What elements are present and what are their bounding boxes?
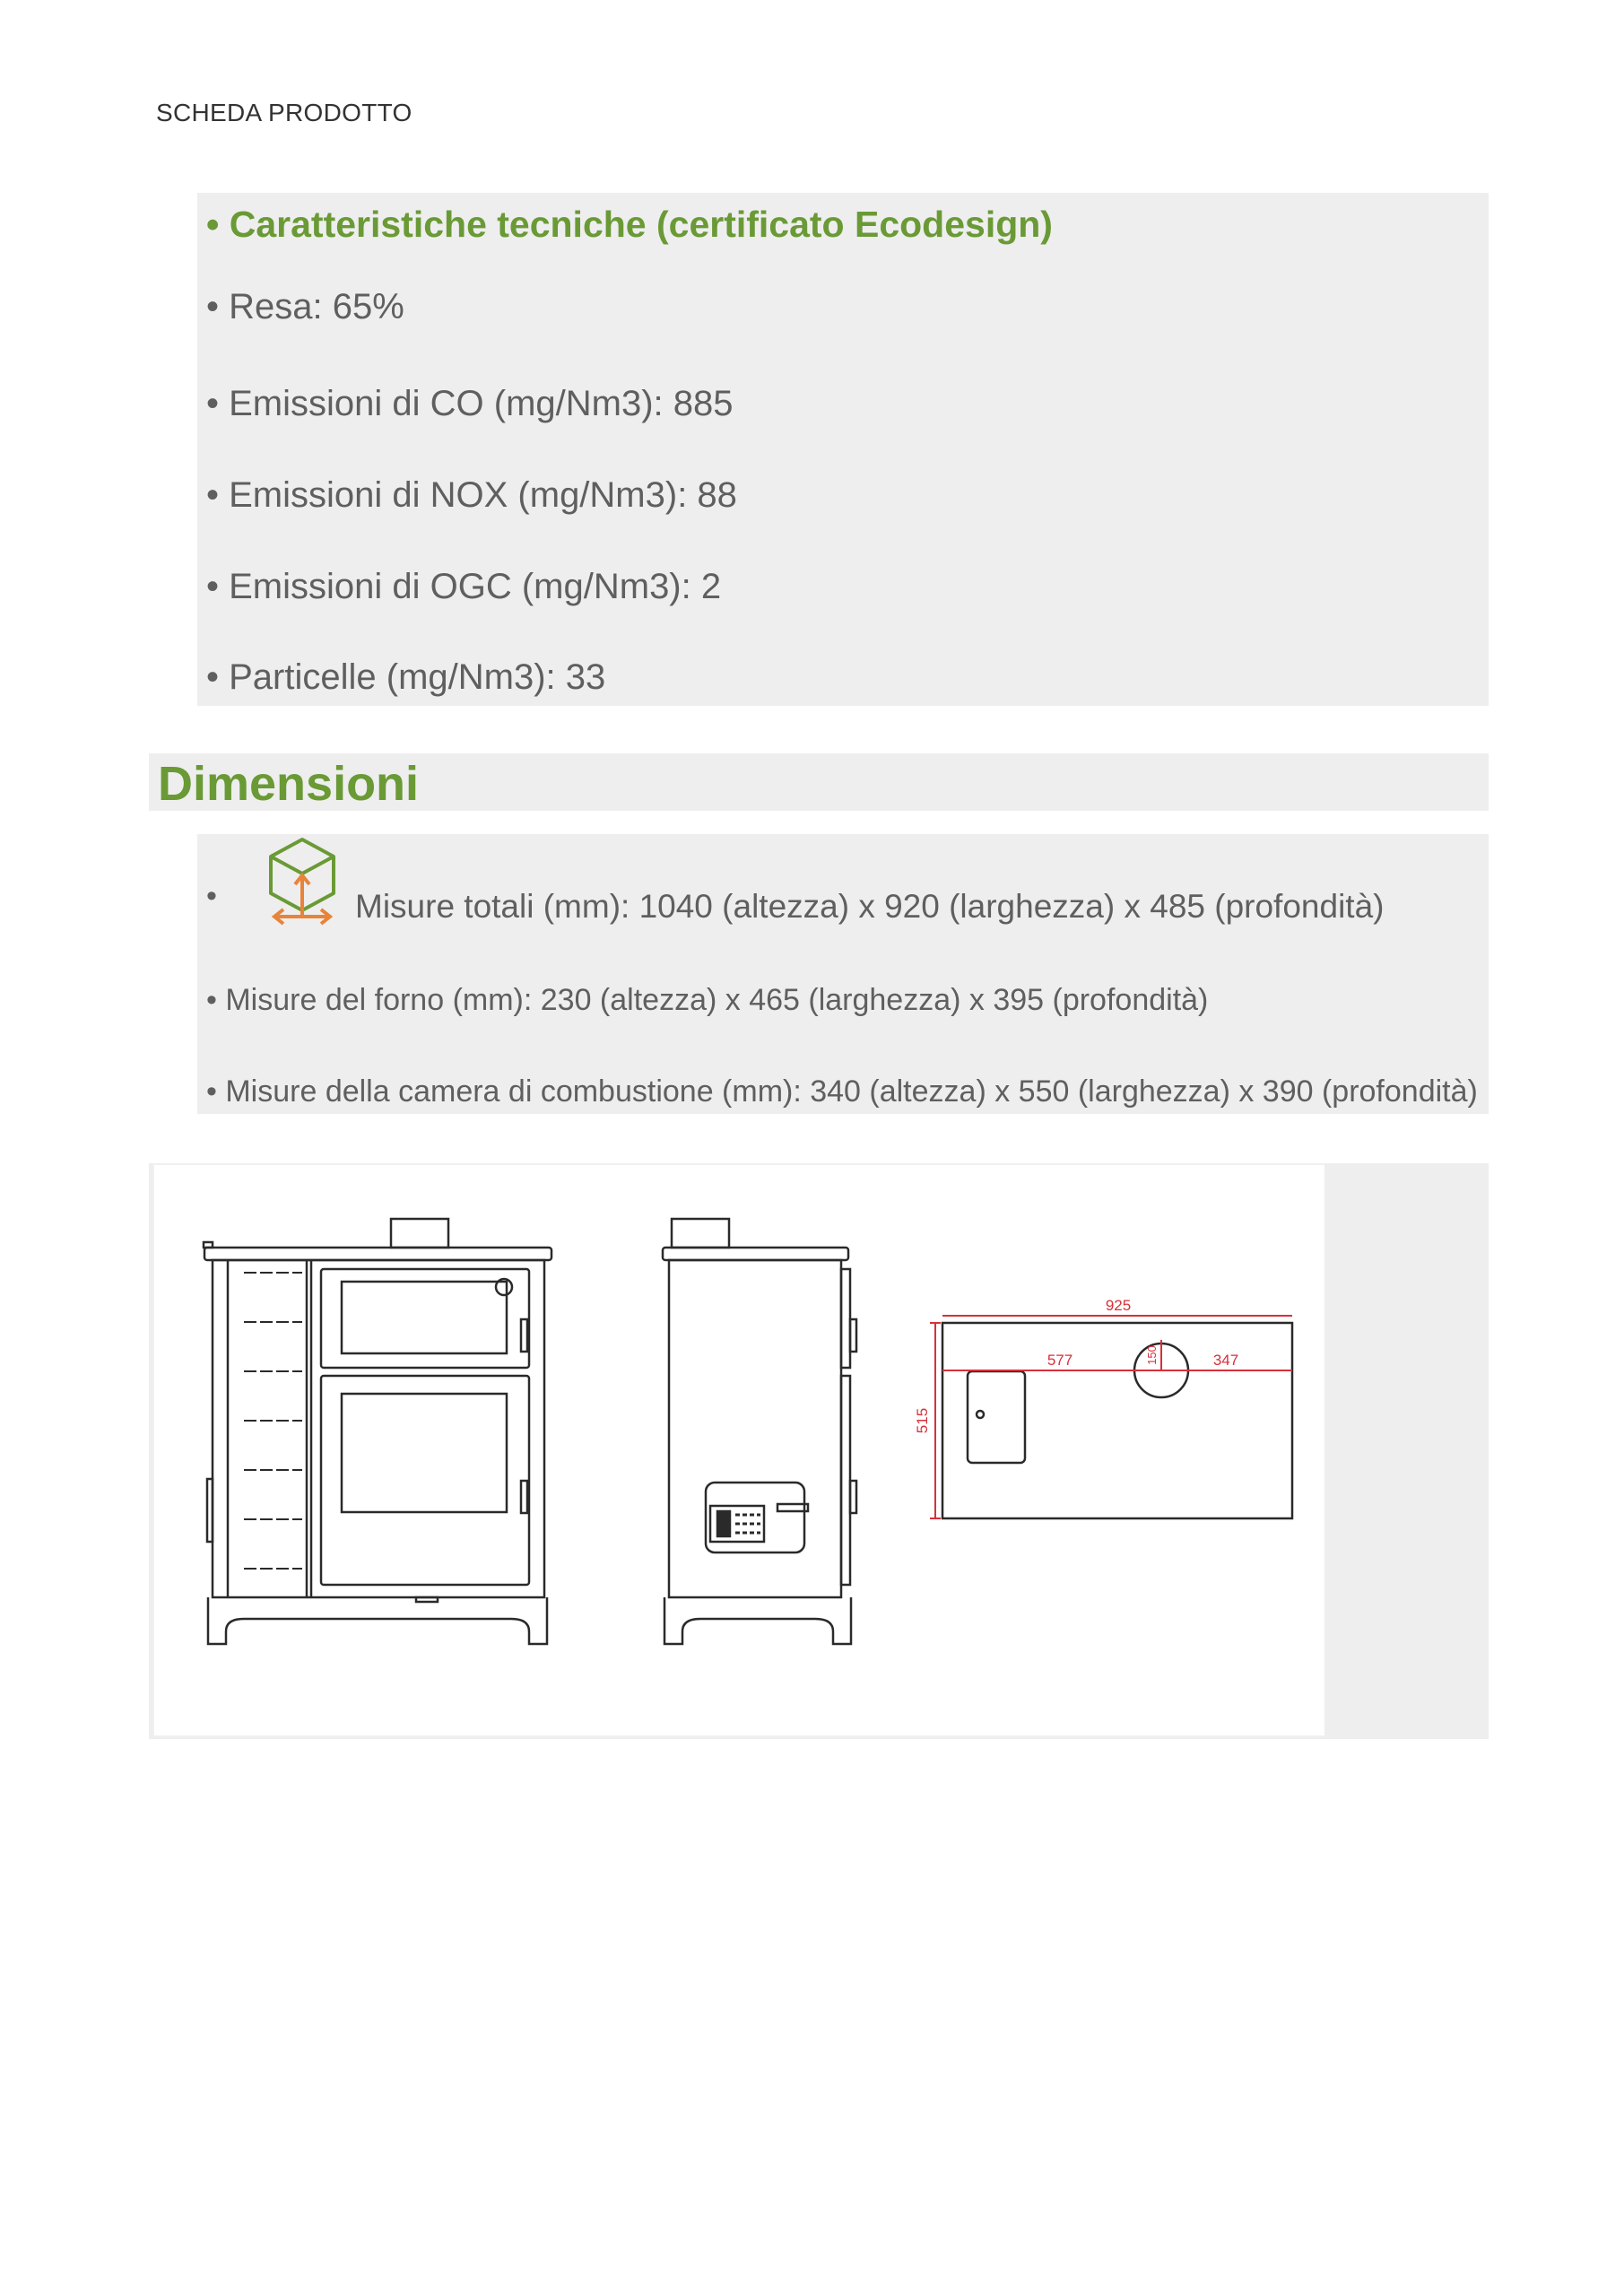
total-size-bullet: • bbox=[206, 879, 217, 913]
combustion-chamber-size: • Misure della camera di combustione (mm): 340 (altezza) x 550 (larghezza) x 390 (profondità) bbox=[206, 1074, 1478, 1109]
stove-drawing bbox=[154, 1165, 1324, 1735]
dim-label-width: 925 bbox=[1105, 1297, 1132, 1314]
top-view bbox=[942, 1323, 1292, 1518]
technical-features-title: • Caratteristiche tecniche (certificato Ecodesign) bbox=[206, 204, 1053, 245]
spec-ogc-emissions: • Emissioni di OGC (mg/Nm3): 2 bbox=[206, 567, 722, 606]
spec-nox-emissions: • Emissioni di NOX (mg/Nm3): 88 bbox=[206, 475, 737, 515]
dim-label-flue: 150 bbox=[1145, 1345, 1159, 1365]
technical-drawing bbox=[152, 1163, 1324, 1737]
total-size: Misure totali (mm): 1040 (altezza) x 920 (larghezza) x 485 (profondità) bbox=[355, 888, 1385, 925]
technical-features-panel bbox=[197, 193, 1489, 706]
oven-size: • Misure del forno (mm): 230 (altezza) x 465 (larghezza) x 395 (profondità) bbox=[206, 983, 1209, 1017]
dim-label-right: 347 bbox=[1212, 1352, 1239, 1369]
dim-label-left: 577 bbox=[1046, 1352, 1073, 1369]
technical-drawing-panel bbox=[149, 1163, 1489, 1739]
dimensions-section-header bbox=[149, 753, 1489, 811]
dimensions-panel bbox=[197, 834, 1489, 1114]
front-view bbox=[204, 1219, 551, 1644]
spec-particles: • Particelle (mg/Nm3): 33 bbox=[206, 657, 606, 697]
dim-label-depth: 515 bbox=[914, 1407, 931, 1434]
side-view bbox=[663, 1219, 856, 1644]
page-header: SCHEDA PRODOTTO bbox=[156, 99, 413, 126]
dimensions-title: Dimensioni bbox=[158, 757, 420, 811]
spec-co-emissions: • Emissioni di CO (mg/Nm3): 885 bbox=[206, 384, 734, 423]
dimension-lines bbox=[930, 1316, 1292, 1518]
spec-efficiency: • Resa: 65% bbox=[206, 287, 404, 326]
dimensions-cube-icon bbox=[262, 834, 343, 933]
